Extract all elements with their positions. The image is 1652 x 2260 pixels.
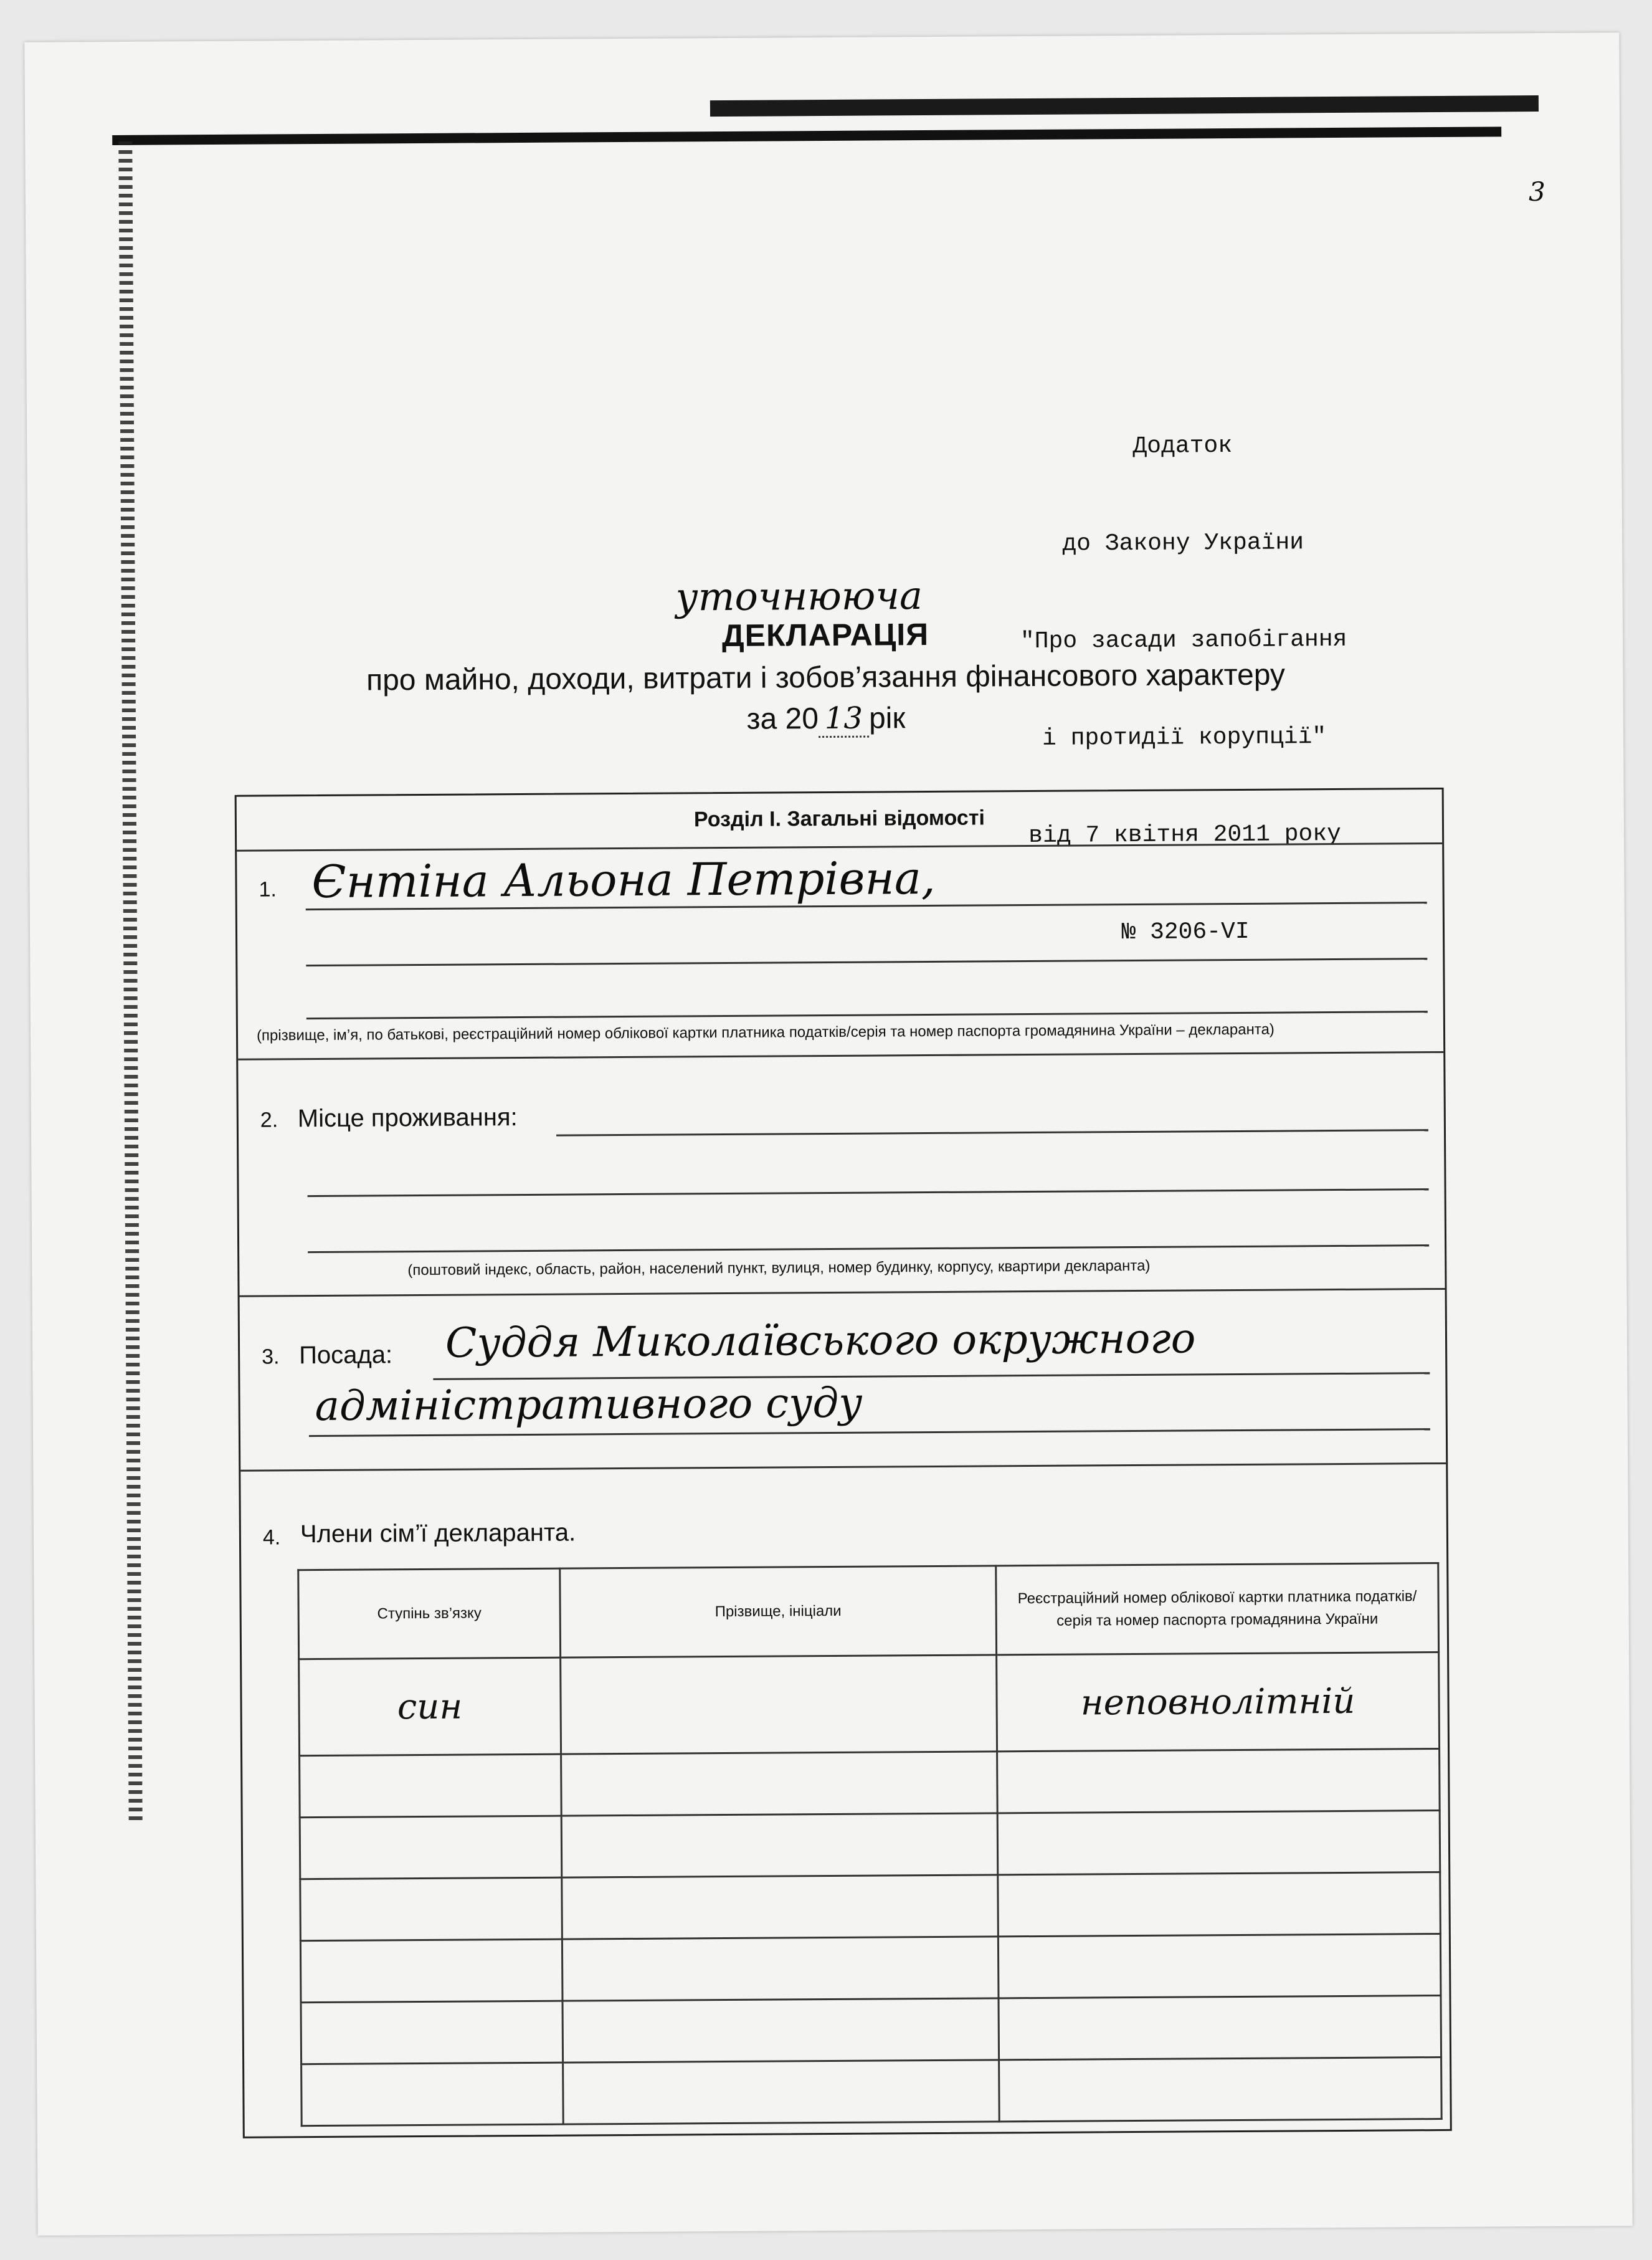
- table-row: [301, 1996, 1441, 2064]
- fill-line: [308, 1244, 1429, 1253]
- relation-cell: [300, 1816, 562, 1879]
- id-cell: [999, 2057, 1442, 2122]
- declarant-caption: (прізвище, ім’я, по батькові, реєстраційний номер облікової картки платника податків/серія та номер паспорта громадянина України – декларанта): [256, 1021, 1275, 1044]
- name-cell: [561, 1752, 998, 1816]
- divider: [240, 1462, 1446, 1472]
- scan-artifact-bar: [710, 95, 1539, 117]
- family-label: Члени сім’ї декларанта.: [300, 1519, 576, 1548]
- page-number: 3: [1528, 176, 1545, 207]
- addendum-line: до Закону України: [1062, 529, 1304, 558]
- family-members-table: [297, 1562, 1442, 2127]
- table-row: [300, 1872, 1441, 1941]
- name-cell: [563, 2060, 1000, 2124]
- year-value: 13: [819, 701, 869, 738]
- addendum-line: № 3206-VI: [1121, 918, 1250, 946]
- addendum-line: Додаток: [1132, 432, 1233, 460]
- addendum-line: "Про засади запобігання: [1020, 626, 1347, 656]
- id-cell: [998, 1872, 1441, 1937]
- scan-binding-edge: [118, 141, 142, 1824]
- fill-line: [556, 1129, 1428, 1137]
- id-cell: неповнолітній: [997, 1652, 1440, 1752]
- year-suffix: рік: [868, 702, 906, 735]
- fill-line: [306, 958, 1427, 966]
- position-label: Посада:: [299, 1341, 393, 1370]
- name-cell: [561, 1813, 998, 1877]
- position-value-line2: адміністративного суду: [315, 1378, 863, 1431]
- fill-line: [433, 1372, 1430, 1380]
- relation-cell: [301, 2062, 564, 2126]
- year-prefix: за 20: [746, 702, 819, 736]
- table-row: [301, 2057, 1442, 2126]
- handwritten-note: уточнююча: [675, 573, 923, 620]
- item-number: 3.: [262, 1345, 280, 1369]
- document-title: ДЕКЛАРАЦІЯ: [721, 617, 929, 654]
- table-row: [299, 1652, 1440, 1756]
- document-page: [24, 32, 1632, 2236]
- relation-cell: [300, 1877, 563, 1941]
- name-cell: [562, 1937, 999, 2001]
- column-header: Прізвище, ініціали: [560, 1566, 997, 1657]
- divider: [237, 842, 1442, 852]
- addendum-line: від 7 квітня 2011 року: [1028, 820, 1342, 850]
- document-subtitle: про майно, доходи, витрати і зобов’язання фінансового характеру: [366, 658, 1286, 697]
- relation-cell: син: [299, 1657, 561, 1756]
- position-value-line1: Суддя Миколаївського окружного: [445, 1314, 1196, 1367]
- divider: [238, 1051, 1443, 1061]
- declarant-name-value: Єнтіна Альона Петрівна,: [311, 851, 936, 908]
- table-row: [300, 1811, 1440, 1879]
- column-header: Реєстраційний номер облікової картки платника податків/ серія та номер паспорта громадянина України: [996, 1563, 1439, 1655]
- id-cell: [998, 1934, 1441, 1998]
- relation-cell: [300, 1754, 562, 1818]
- item-number: 4.: [262, 1525, 281, 1550]
- table-row: [300, 1934, 1441, 2003]
- name-cell: [563, 1998, 999, 2062]
- residence-label: Місце проживання:: [297, 1104, 518, 1133]
- divider: [240, 1288, 1445, 1297]
- table-row: [300, 1749, 1440, 1818]
- section-general-info: [235, 788, 1452, 2138]
- relation-cell: [300, 1939, 563, 2003]
- id-cell: [999, 1996, 1441, 2060]
- fill-line: [309, 1428, 1430, 1437]
- fill-line: [308, 1188, 1429, 1197]
- name-cell: [562, 1875, 999, 1939]
- scan-artifact-line: [112, 126, 1501, 145]
- item-number: 2.: [260, 1108, 278, 1132]
- column-header: Ступінь зв’язку: [298, 1568, 561, 1659]
- name-cell: [561, 1655, 997, 1754]
- section-title: Розділ І. Загальні відомості: [693, 806, 985, 832]
- id-cell: [997, 1811, 1440, 1875]
- item-number: 1.: [259, 877, 277, 902]
- table-header-row: [298, 1563, 1439, 1659]
- fill-line: [306, 1011, 1428, 1019]
- residence-caption: (поштовий індекс, область, район, населений пункт, вулиця, номер будинку, корпусу, квартири декларанта): [407, 1257, 1151, 1279]
- id-cell: [997, 1749, 1440, 1813]
- addendum-line: і протидії корупції": [1042, 723, 1327, 752]
- relation-cell: [301, 2001, 563, 2064]
